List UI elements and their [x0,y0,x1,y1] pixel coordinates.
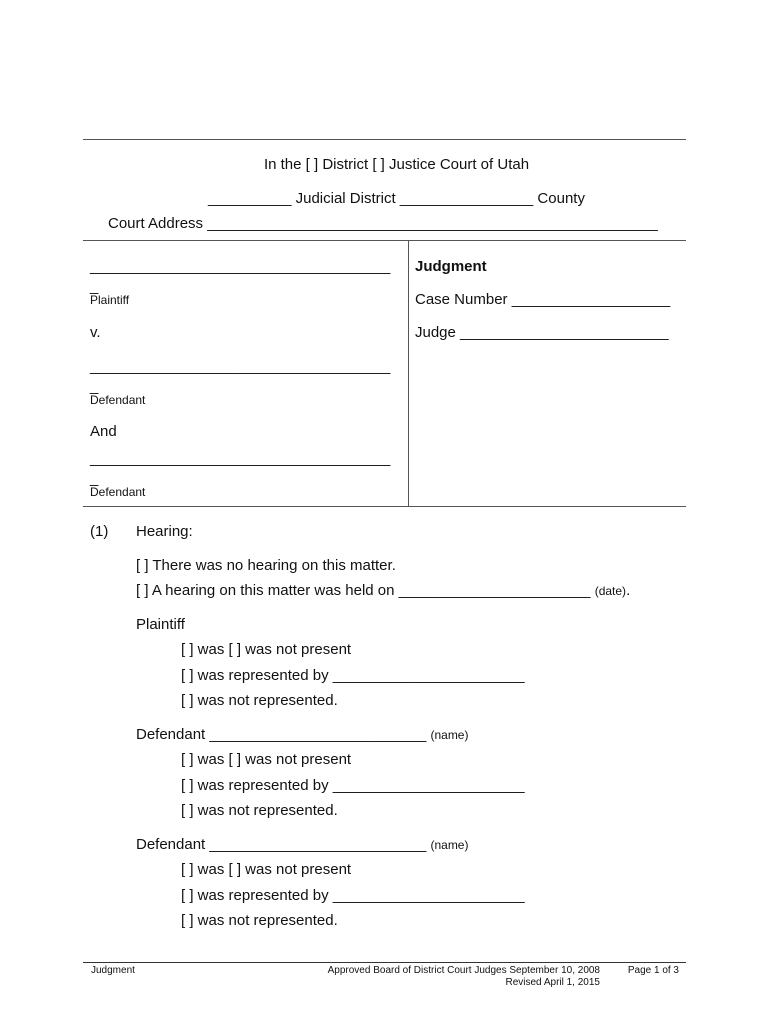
defendant2-blank-tail: _ [90,470,99,487]
defendant1-label: Defendant [90,393,146,407]
defendant2-attendance-label: Defendant __________________________ [136,836,427,853]
section-number: (1) [90,523,109,540]
defendant1-not-represented-option: [ ] was not represented. [181,802,338,819]
defendant1-represented-option: [ ] was represented by _______________________ [181,777,525,794]
judge-field: Judge _________________________ [415,324,669,341]
caption-top-rule [83,240,686,241]
district-line: __________ Judicial District ________________ County [208,190,585,207]
footer-rule [83,962,686,963]
no-hearing-option: [ ] There was no hearing on this matter. [136,557,396,574]
document-title: Judgment [415,258,487,275]
defendant2-presence-option: [ ] was [ ] was not present [181,861,352,878]
defendant2-not-represented-option: [ ] was not represented. [181,912,338,929]
and-label: And [90,423,117,440]
defendant1-name-note: (name) [430,728,469,742]
plaintiff-represented-option: [ ] was represented by _______________________ [181,667,525,684]
defendant1-name-blank: ____________________________________ [90,358,391,375]
plaintiff-name-blank: ____________________________________ [90,258,391,275]
caption-divider [408,240,409,506]
case-number-field: Case Number ___________________ [415,291,671,308]
plaintiff-label: Plaintiff [90,293,130,307]
defendant1-attendance-line [136,726,468,743]
footer-doc-name: Judgment [91,965,135,976]
footer-revised: Revised April 1, 2015 [505,977,600,988]
defendant2-attendance-line [136,836,468,853]
hearing-held-option [136,582,630,599]
defendant2-name-note: (name) [430,838,469,852]
footer-page-number: Page 1 of 3 [627,965,679,976]
plaintiff-not-represented-option: [ ] was not represented. [181,692,338,709]
defendant1-blank-tail: _ [90,378,99,395]
defendant2-name-blank: ____________________________________ [90,450,391,467]
court-address-line: Court Address ______________________________________________________ [108,215,658,232]
top-rule [83,139,686,140]
defendant1-attendance-label: Defendant __________________________ [136,726,427,743]
defendant2-represented-option: [ ] was represented by _______________________ [181,887,525,904]
plaintiff-blank-tail: _ [90,278,99,295]
footer-approval: Approved Board of District Court Judges September 10, 2008 [327,965,600,976]
caption-bottom-rule [83,506,686,507]
plaintiff-attendance-label: Plaintiff [136,616,185,633]
defendant1-presence-option: [ ] was [ ] was not present [181,751,352,768]
hearing-period: . [626,582,631,599]
court-line: In the [ ] District [ ] Justice Court of Utah [263,156,530,173]
hearing-held-text: [ ] A hearing on this matter was held on _______________________ [136,582,591,599]
section-heading: Hearing: [136,523,193,540]
hearing-date-note: (date) [594,584,627,598]
defendant2-label: Defendant [90,485,146,499]
plaintiff-presence-option: [ ] was [ ] was not present [181,641,352,658]
versus-label: v. [90,324,101,341]
